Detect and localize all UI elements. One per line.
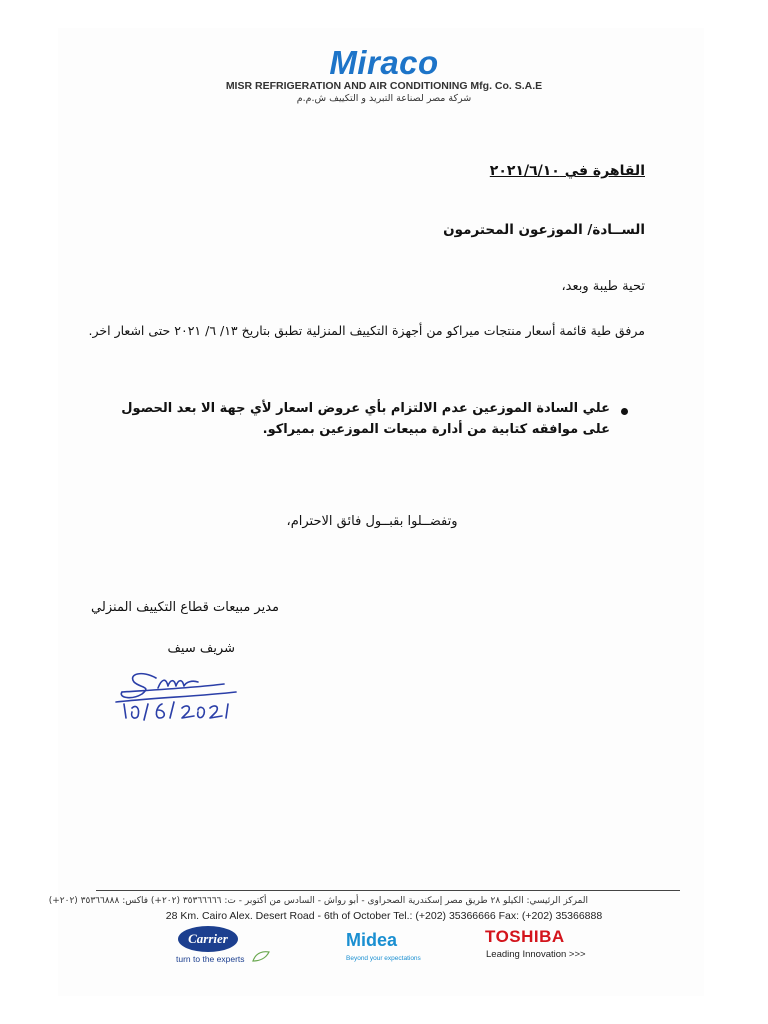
carrier-tagline: turn to the experts [176, 954, 245, 964]
midea-logo: Midea [346, 930, 398, 950]
toshiba-logo: TOSHIBA [485, 927, 565, 946]
footer-divider [96, 890, 680, 891]
signer-title: مدير مبيعات قطاع التكييف المنزلي [91, 600, 279, 615]
company-name-en: MISR REFRIGERATION AND AIR CONDITIONING Mfg. Co. S.A.E [225, 80, 543, 92]
footer-address-en: 28 Km. Cairo Alex. Desert Road - 6th of October Tel.: (+202) 35366666 Fax: (+202) 35366888 [165, 910, 603, 922]
salutation: الســادة/ الموزعون المحترمون [443, 222, 645, 238]
signer-name: شريف سيف [167, 641, 235, 656]
miraco-logo: Miraco [329, 44, 439, 81]
midea-tagline: Beyond your expectations [346, 955, 421, 962]
carrier-logo: Carrier [178, 926, 238, 952]
greeting: تحية طيبة وبعد، [561, 279, 645, 294]
bullet-icon [621, 408, 628, 415]
letter-date: القاهرة في ٢٠٢١/٦/١٠ [489, 163, 645, 179]
footer-address-ar: المركز الرئيسي: الكيلو ٢٨ طريق مصر إسكندرية الصحراوى - أبو رواش - السادس من أكتوبر - ت: ٣٥٣٦٦٦٦٦ (٢٠٢+) فاكس: ٣٥٣٦٦٨٨٨ (٢٠٢+) [48, 896, 588, 906]
body-paragraph: مرفق طية قائمة أسعار منتجات ميراكو من أجهزة التكييف المنزلية تطبق بتاريخ ١٣/ ٦/ ٢٠٢١ حتى اشعار اخر. [88, 323, 645, 338]
handwritten-signature [112, 664, 242, 724]
leaf-icon [252, 950, 270, 962]
closing-line: وتفضــلوا بقبــول فائق الاحترام، [286, 514, 458, 529]
bullet-note: علي السادة الموزعين عدم الالتزام بأي عروض اسعار لأي جهة الا بعد الحصول على موافقه كتابية من أدارة مبيعات الموزعين بميراكو. [121, 401, 610, 437]
company-name-ar: شركة مصر لصناعة التبريد و التكييف ش.م.م [296, 93, 472, 104]
toshiba-tagline: Leading Innovation >>> [486, 949, 586, 960]
